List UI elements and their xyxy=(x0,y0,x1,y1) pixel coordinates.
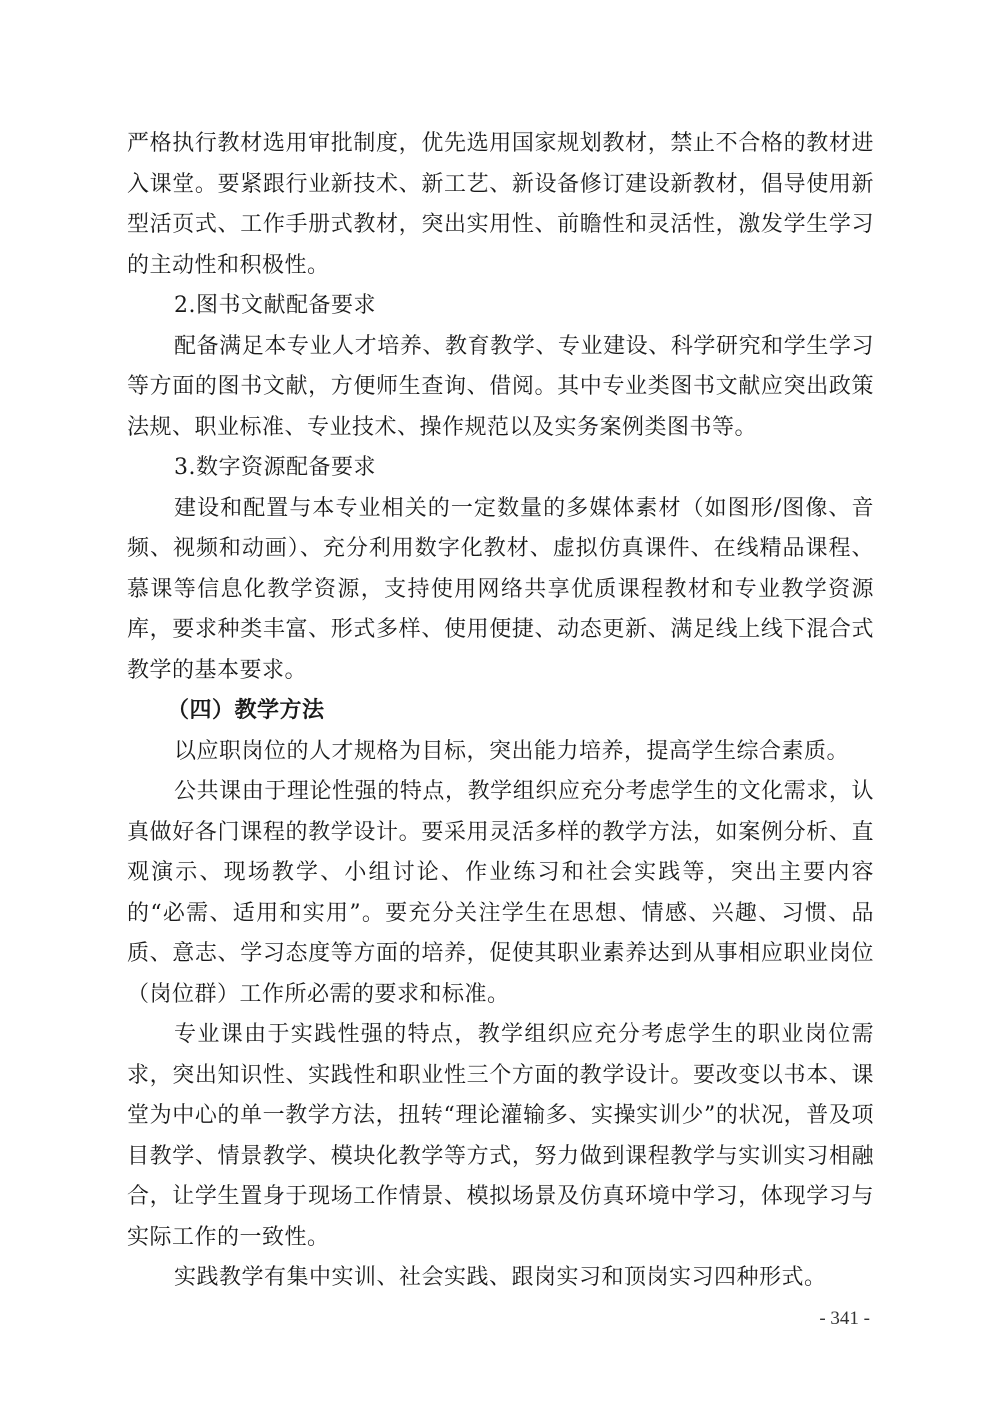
page-number: - 341 - xyxy=(819,1308,870,1329)
section-heading-teaching-methods: （四）教学方法 xyxy=(167,698,325,723)
paragraph-library-resources: 配备满足本专业人才培养、教育教学、专业建设、科学研究和学生学习等方面的图书文献，方便师生查询、借阅。其中专业类图书文献应突出政策法规、职业标准、专业技术、操作规范以及实务案例类图书等。 xyxy=(127,333,874,440)
paragraph-practical-teaching: 实践教学有集中实训、社会实践、跟岗实习和顶岗实习四种形式。 xyxy=(174,1265,827,1290)
subheading-library-resources: 2.图书文献配备要求 xyxy=(174,293,376,318)
document-body xyxy=(127,124,874,1299)
subheading-digital-resources: 3.数字资源配备要求 xyxy=(174,455,376,480)
paragraph-teaching-goal: 以应职岗位的人才规格为目标，突出能力培养，提高学生综合素质。 xyxy=(174,738,850,764)
paragraph-digital-resources: 建设和配置与本专业相关的一定数量的多媒体素材（如图形/图像、音频、视频和动画）、充分利用数字化教材、虚拟仿真课件、在线精品课程、慕课等信息化教学资源，支持使用网络共享优质课程教材和专业教学资源库，要求种类丰富、形式多样、使用便捷、动态更新、满足线上线下混合式教学的基本要求。 xyxy=(127,495,874,683)
paragraph-public-courses: 公共课由于理论性强的特点，教学组织应充分考虑学生的文化需求，认真做好各门课程的教学设计。要采用灵活多样的教学方法，如案例分析、直观演示、现场教学、小组讨论、作业练习和社会实践等，突出主要内容的“必需、适用和实用”。要充分关注学生在思想、情感、兴趣、习惯、品质、意志、学习态度等方面的培养，促使其职业素养达到从事相应职业岗位（岗位群）工作所必需的要求和标准。 xyxy=(127,779,874,1007)
paragraph-professional-courses: 专业课由于实践性强的特点，教学组织应充分考虑学生的职业岗位需求，突出知识性、实践性和职业性三个方面的教学设计。要改变以书本、课堂为中心的单一教学方法，扭转“理论灌输多、实操实训少”的状况，普及项目教学、情景教学、模块化教学等方式，努力做到课程教学与实训实习相融合，让学生置身于现场工作情景、模拟场景及仿真环境中学习，体现学习与实际工作的一致性。 xyxy=(127,1022,874,1250)
paragraph-textbook-selection: 严格执行教材选用审批制度，优先选用国家规划教材，禁止不合格的教材进入课堂。要紧跟行业新技术、新工艺、新设备修订建设新教材，倡导使用新型活页式、工作手册式教材，突出实用性、前瞻性和灵活性，激发学生学习的主动性和积极性。 xyxy=(127,131,874,278)
